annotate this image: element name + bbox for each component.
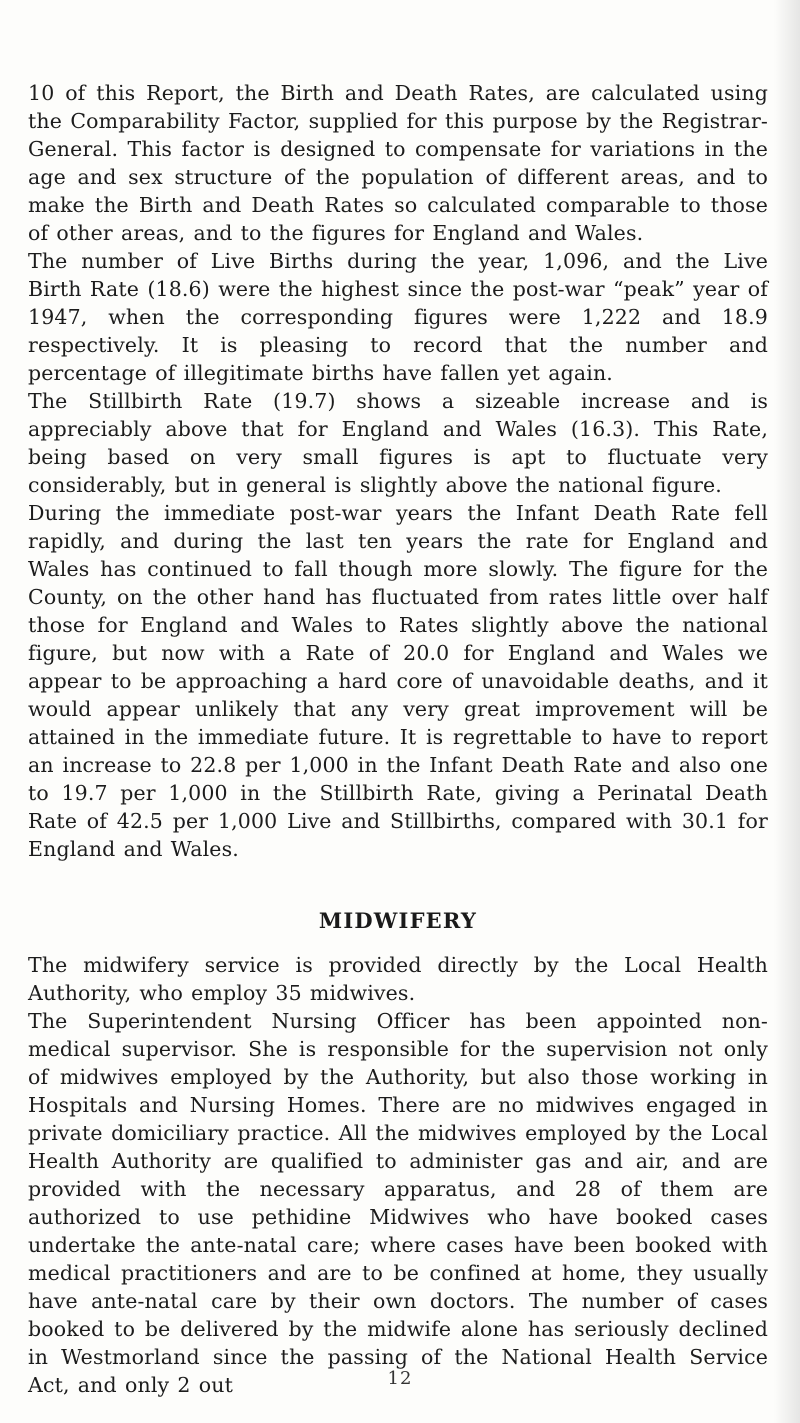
paragraph-superintendent-nursing: The Superintendent Nursing Officer has been appointed non-medical supervisor. She is responsible for the supervision not only of midwives employed by the Authority, but also those working in Hospitals and Nursing Homes. There are no midwives engaged in private domiciliary practice. All the midwives employed by the Local Health Authority are qualified to administer gas and air, and are provided with the necessary apparatus, and 28 of them are authorized to use pethidine Midwives who have booked cases undertake the ante-natal care; where cases have been booked with medical practitioners and are to be confined at home, they usually have ante-natal care by their own doctors. The number of cases booked to be delivered by the midwife alone has seriously declined in Westmorland since the passing of the National Health Service Act, and only 2 out	[28, 1009, 768, 1397]
paragraph-live-births: The number of Live Births during the year, 1,096, and the Live Birth Rate (18.6) were the highest since the post-war “peak” year of 1947, when the corresponding figures were 1,222 and 18.9 respectively. It is pleasing to record that the number and percentage of illegitimate births have fallen yet again.	[28, 249, 768, 385]
paragraph-midwifery-service: The midwifery service is provided directly by the Local Health Authority, who employ 35 midwives.	[28, 953, 768, 1005]
scan-edge-shadow	[774, 0, 800, 1423]
paragraph-infant-death-rate: During the immediate post-war years the Infant Death Rate fell rapidly, and during the last ten years the rate for England and Wales has continued to fall though more slowly. The figure for the County, on the other hand has fluctuated from rates little over half those for England and Wales to Rates slightly above the national figure, but now with a Rate of 20.0 for England and Wales we appear to be approaching a hard core of unavoidable deaths, and it would appear unlikely that any very great improvement will be attained in the immediate future. It is regrettable to have to report an increase to 22.8 per 1,000 in the Infant Death Rate and also one to 19.7 per 1,000 in the Stillbirth Rate, giving a Perinatal Death Rate of 42.5 per 1,000 Live and Stillbirths, compared with 30.1 for England and Wales.	[28, 501, 768, 861]
paragraph-comparability-factor: 10 of this Report, the Birth and Death Rates, are calculated using the Comparability Factor, supplied for this purpose by the Registrar-General. This factor is designed to compensate for variations in the age and sex structure of the population of different areas, and to make the Birth and Death Rates so calculated comparable to those of other areas, and to the figures for England and Wales.	[28, 81, 768, 245]
section-heading-midwifery: MIDWIFERY	[318, 908, 478, 933]
paragraph-stillbirth-rate: The Stillbirth Rate (19.7) shows a sizeable increase and is appreciably above that for England and Wales (16.3). This Rate, being based on very small figures is apt to fluctuate very considerably, but in general is slightly above the national figure.	[28, 389, 768, 497]
page-number: 12	[387, 1368, 413, 1389]
page-body	[28, 79, 768, 1399]
